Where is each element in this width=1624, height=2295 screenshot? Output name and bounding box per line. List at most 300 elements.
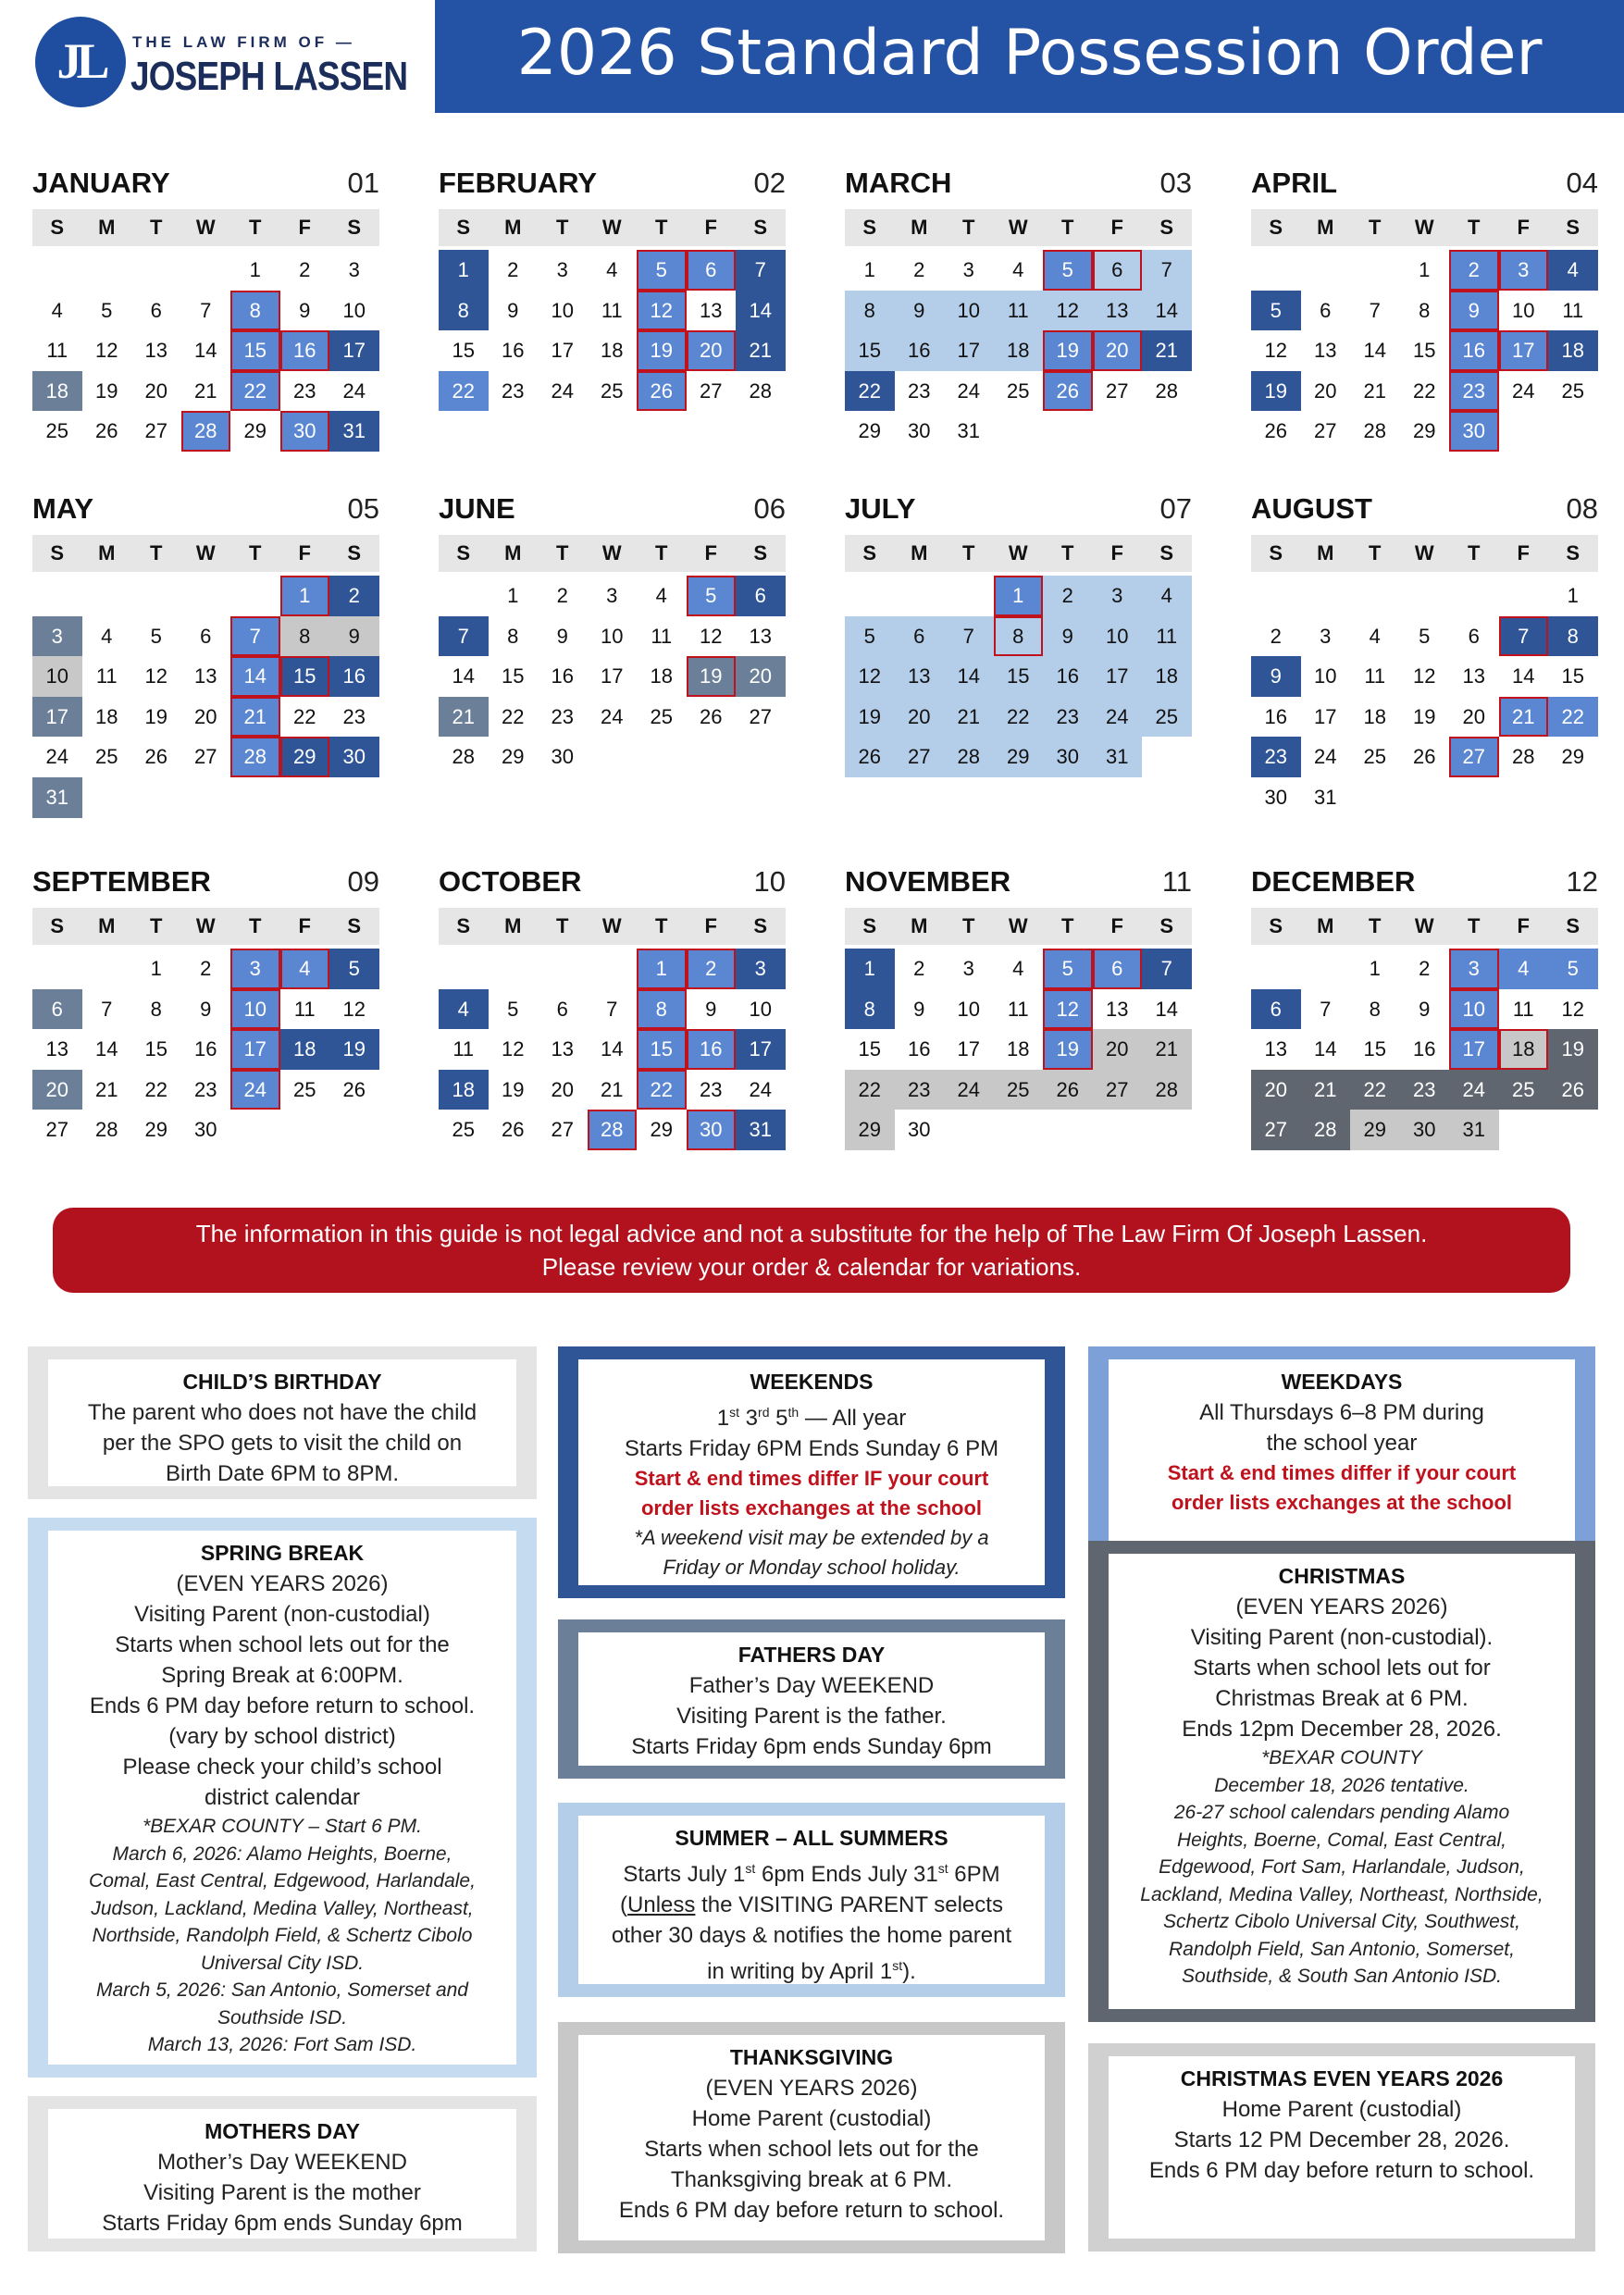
- calendar-day[interactable]: 17: [1093, 656, 1143, 697]
- calendar-day[interactable]: 9: [200, 997, 212, 1021]
- calendar-day[interactable]: 17: [601, 664, 624, 688]
- calendar-day[interactable]: 20: [1462, 704, 1485, 728]
- calendar-day[interactable]: 19: [1043, 1029, 1093, 1070]
- calendar-day[interactable]: 1: [249, 258, 261, 281]
- calendar-day[interactable]: 18: [95, 704, 118, 728]
- calendar-day[interactable]: 31: [329, 411, 379, 452]
- calendar-day[interactable]: 9: [556, 624, 568, 648]
- calendar-day[interactable]: 19: [687, 656, 737, 697]
- calendar-day[interactable]: 14: [601, 1037, 624, 1061]
- calendar-day[interactable]: 28: [95, 1118, 118, 1142]
- calendar-day[interactable]: 26: [700, 704, 723, 728]
- calendar-day[interactable]: 11: [1512, 997, 1534, 1021]
- calendar-day[interactable]: 24: [944, 1070, 994, 1110]
- calendar-day[interactable]: 14: [452, 664, 475, 688]
- calendar-day[interactable]: 4: [606, 258, 618, 281]
- calendar-day[interactable]: 11: [1364, 664, 1386, 688]
- calendar-day[interactable]: 26: [1413, 745, 1436, 769]
- calendar-day[interactable]: 2: [556, 584, 568, 607]
- calendar-day[interactable]: 28: [452, 745, 475, 769]
- calendar-day[interactable]: 8: [845, 989, 895, 1030]
- calendar-day[interactable]: 4: [101, 624, 113, 648]
- calendar-day[interactable]: 8: [1419, 298, 1431, 322]
- calendar-day[interactable]: 23: [908, 378, 931, 403]
- calendar-day[interactable]: 1: [637, 949, 687, 989]
- calendar-day[interactable]: 17: [1314, 704, 1337, 728]
- calendar-day[interactable]: 14: [1155, 997, 1178, 1021]
- calendar-day[interactable]: 10: [551, 298, 574, 322]
- calendar-day[interactable]: 25: [1561, 378, 1584, 403]
- calendar-day[interactable]: 6: [1251, 989, 1301, 1030]
- calendar-day[interactable]: 20: [1093, 330, 1143, 371]
- calendar-day[interactable]: 7: [1320, 997, 1332, 1021]
- calendar-day[interactable]: 18: [1363, 704, 1386, 728]
- calendar-day[interactable]: 4: [655, 584, 667, 607]
- calendar-day[interactable]: 13: [1106, 997, 1129, 1021]
- calendar-day[interactable]: 17: [1449, 1029, 1499, 1070]
- calendar-day[interactable]: 26: [502, 1118, 525, 1142]
- calendar-day[interactable]: 4: [1499, 949, 1549, 989]
- calendar-day[interactable]: 12: [144, 664, 167, 688]
- calendar-day[interactable]: 3: [32, 616, 82, 657]
- calendar-day[interactable]: 21: [95, 1077, 118, 1101]
- calendar-day[interactable]: 4: [439, 989, 489, 1030]
- calendar-day[interactable]: 21: [1142, 330, 1192, 371]
- calendar-day[interactable]: 1: [1567, 584, 1579, 607]
- calendar-day[interactable]: 27: [194, 745, 217, 769]
- calendar-day[interactable]: 8: [280, 616, 330, 657]
- calendar-day[interactable]: 26: [95, 419, 118, 443]
- calendar-day[interactable]: 5: [507, 997, 519, 1021]
- calendar-day[interactable]: 16: [895, 330, 945, 371]
- calendar-day[interactable]: 23: [194, 1077, 217, 1101]
- calendar-day[interactable]: 2: [687, 949, 737, 989]
- calendar-day[interactable]: 20: [687, 330, 737, 371]
- calendar-day[interactable]: 29: [1350, 1110, 1400, 1150]
- calendar-day[interactable]: 31: [32, 777, 82, 818]
- calendar-day[interactable]: 12: [845, 656, 895, 697]
- calendar-day[interactable]: 24: [1314, 745, 1337, 769]
- calendar-day[interactable]: 14: [1363, 339, 1386, 363]
- calendar-day[interactable]: 3: [606, 584, 618, 607]
- calendar-day[interactable]: 17: [230, 1029, 280, 1070]
- calendar-day[interactable]: 13: [1314, 339, 1337, 363]
- calendar-day[interactable]: 19: [1043, 330, 1093, 371]
- calendar-day[interactable]: 10: [342, 298, 366, 322]
- calendar-day[interactable]: 1: [280, 576, 330, 616]
- calendar-day[interactable]: 23: [551, 704, 574, 728]
- calendar-day[interactable]: 9: [299, 298, 311, 322]
- calendar-day[interactable]: 2: [913, 957, 925, 980]
- calendar-day[interactable]: 5: [101, 298, 113, 322]
- calendar-day[interactable]: 22: [1548, 697, 1598, 738]
- calendar-day[interactable]: 24: [957, 378, 980, 403]
- calendar-day[interactable]: 7: [1142, 250, 1192, 291]
- calendar-day[interactable]: 18: [601, 339, 624, 363]
- calendar-day[interactable]: 16: [1413, 1037, 1436, 1061]
- calendar-day[interactable]: 15: [502, 664, 525, 688]
- calendar-day[interactable]: 3: [1320, 624, 1332, 648]
- calendar-day[interactable]: 27: [749, 704, 772, 728]
- calendar-day[interactable]: 16: [329, 656, 379, 697]
- calendar-day[interactable]: 18: [439, 1070, 489, 1110]
- calendar-day[interactable]: 12: [342, 997, 366, 1021]
- calendar-day[interactable]: 29: [502, 745, 525, 769]
- calendar-day[interactable]: 30: [1449, 411, 1499, 452]
- calendar-day[interactable]: 17: [736, 1029, 786, 1070]
- calendar-day[interactable]: 2: [299, 258, 311, 281]
- calendar-day[interactable]: 4: [1548, 250, 1598, 291]
- calendar-day[interactable]: 27: [45, 1118, 68, 1142]
- calendar-day[interactable]: 9: [1449, 291, 1499, 331]
- calendar-day[interactable]: 22: [144, 1077, 167, 1101]
- calendar-day[interactable]: 26: [845, 737, 895, 777]
- calendar-day[interactable]: 19: [502, 1077, 525, 1101]
- calendar-day[interactable]: 16: [194, 1037, 217, 1061]
- calendar-day[interactable]: 28: [1155, 378, 1178, 403]
- calendar-day[interactable]: 24: [342, 378, 366, 403]
- calendar-day[interactable]: 19: [144, 704, 167, 728]
- calendar-day[interactable]: 12: [1043, 291, 1093, 331]
- calendar-day[interactable]: 19: [95, 378, 118, 403]
- calendar-day[interactable]: 6: [1093, 250, 1143, 291]
- calendar-day[interactable]: 15: [994, 656, 1044, 697]
- calendar-day[interactable]: 1: [439, 250, 489, 291]
- calendar-day[interactable]: 24: [45, 745, 68, 769]
- calendar-day[interactable]: 5: [1043, 949, 1093, 989]
- calendar-day[interactable]: 2: [1270, 624, 1282, 648]
- calendar-day[interactable]: 13: [1093, 291, 1143, 331]
- calendar-day[interactable]: 14: [1142, 291, 1192, 331]
- calendar-day[interactable]: 26: [1043, 371, 1093, 412]
- calendar-day[interactable]: 2: [200, 957, 212, 980]
- calendar-day[interactable]: 15: [144, 1037, 167, 1061]
- calendar-day[interactable]: 19: [637, 330, 687, 371]
- calendar-day[interactable]: 23: [1251, 737, 1301, 777]
- calendar-day[interactable]: 10: [1449, 989, 1499, 1030]
- calendar-day[interactable]: 11: [994, 291, 1044, 331]
- calendar-day[interactable]: 17: [957, 1037, 980, 1061]
- calendar-day[interactable]: 21: [1499, 697, 1549, 738]
- calendar-day[interactable]: 18: [280, 1029, 330, 1070]
- calendar-day[interactable]: 29: [994, 737, 1044, 777]
- calendar-day[interactable]: 3: [556, 258, 568, 281]
- calendar-day[interactable]: 3: [962, 258, 974, 281]
- calendar-day[interactable]: 21: [1142, 1029, 1192, 1070]
- calendar-day[interactable]: 11: [1007, 997, 1029, 1021]
- calendar-day[interactable]: 26: [342, 1077, 366, 1101]
- calendar-day[interactable]: 2: [1043, 576, 1093, 616]
- calendar-day[interactable]: 22: [1350, 1070, 1400, 1110]
- calendar-day[interactable]: 18: [1142, 656, 1192, 697]
- calendar-day[interactable]: 7: [944, 616, 994, 657]
- calendar-day[interactable]: 8: [230, 291, 280, 331]
- calendar-day[interactable]: 3: [1093, 576, 1143, 616]
- calendar-day[interactable]: 13: [1264, 1037, 1287, 1061]
- calendar-day[interactable]: 1: [845, 949, 895, 989]
- calendar-day[interactable]: 5: [845, 616, 895, 657]
- calendar-day[interactable]: 13: [551, 1037, 574, 1061]
- calendar-day[interactable]: 29: [858, 419, 881, 443]
- calendar-day[interactable]: 22: [845, 1070, 895, 1110]
- calendar-day[interactable]: 12: [637, 291, 687, 331]
- calendar-day[interactable]: 9: [507, 298, 519, 322]
- calendar-day[interactable]: 1: [1369, 957, 1381, 980]
- calendar-day[interactable]: 11: [95, 664, 118, 688]
- calendar-day[interactable]: 22: [502, 704, 525, 728]
- calendar-day[interactable]: 13: [700, 298, 723, 322]
- calendar-day[interactable]: 23: [1043, 697, 1093, 738]
- calendar-day[interactable]: 2: [1419, 957, 1431, 980]
- calendar-day[interactable]: 7: [1369, 298, 1381, 322]
- calendar-day[interactable]: 25: [650, 704, 673, 728]
- calendar-day[interactable]: 29: [845, 1110, 895, 1150]
- calendar-day[interactable]: 11: [452, 1037, 475, 1061]
- calendar-day[interactable]: 22: [994, 697, 1044, 738]
- calendar-day[interactable]: 28: [1363, 419, 1386, 443]
- calendar-day[interactable]: 16: [551, 664, 574, 688]
- calendar-day[interactable]: 20: [144, 378, 167, 403]
- calendar-day[interactable]: 21: [1363, 378, 1386, 403]
- calendar-day[interactable]: 11: [651, 624, 673, 648]
- calendar-day[interactable]: 24: [601, 704, 624, 728]
- calendar-day[interactable]: 9: [329, 616, 379, 657]
- calendar-day[interactable]: 4: [280, 949, 330, 989]
- calendar-day[interactable]: 20: [1093, 1029, 1143, 1070]
- calendar-day[interactable]: 2: [1449, 250, 1499, 291]
- calendar-day[interactable]: 12: [1561, 997, 1584, 1021]
- calendar-day[interactable]: 16: [1264, 704, 1287, 728]
- calendar-day[interactable]: 19: [329, 1029, 379, 1070]
- calendar-day[interactable]: 24: [230, 1070, 280, 1110]
- calendar-day[interactable]: 9: [913, 997, 925, 1021]
- calendar-day[interactable]: 18: [1548, 330, 1598, 371]
- calendar-day[interactable]: 13: [749, 624, 772, 648]
- calendar-day[interactable]: 11: [293, 997, 316, 1021]
- calendar-day[interactable]: 28: [944, 737, 994, 777]
- calendar-day[interactable]: 23: [1449, 371, 1499, 412]
- calendar-day[interactable]: 25: [1142, 697, 1192, 738]
- calendar-day[interactable]: 7: [606, 997, 618, 1021]
- calendar-day[interactable]: 10: [957, 997, 980, 1021]
- calendar-day[interactable]: 18: [994, 330, 1044, 371]
- calendar-day[interactable]: 14: [194, 339, 217, 363]
- calendar-day[interactable]: 25: [1363, 745, 1386, 769]
- calendar-day[interactable]: 13: [194, 664, 217, 688]
- calendar-day[interactable]: 12: [1043, 989, 1093, 1030]
- calendar-day[interactable]: 20: [551, 1077, 574, 1101]
- calendar-day[interactable]: 20: [1251, 1070, 1301, 1110]
- calendar-day[interactable]: 7: [1142, 949, 1192, 989]
- calendar-day[interactable]: 18: [1007, 1037, 1030, 1061]
- calendar-day[interactable]: 16: [1043, 656, 1093, 697]
- calendar-day[interactable]: 29: [280, 737, 330, 777]
- calendar-day[interactable]: 21: [194, 378, 217, 403]
- calendar-day[interactable]: 6: [1093, 949, 1143, 989]
- calendar-day[interactable]: 11: [601, 298, 623, 322]
- calendar-day[interactable]: 22: [230, 371, 280, 412]
- calendar-day[interactable]: 15: [1561, 664, 1584, 688]
- calendar-day[interactable]: 14: [95, 1037, 118, 1061]
- calendar-day[interactable]: 29: [1561, 745, 1584, 769]
- calendar-day[interactable]: 19: [1413, 704, 1436, 728]
- calendar-day[interactable]: 30: [1400, 1110, 1450, 1150]
- calendar-day[interactable]: 20: [895, 697, 945, 738]
- calendar-day[interactable]: 21: [1301, 1070, 1351, 1110]
- calendar-day[interactable]: 29: [243, 419, 267, 443]
- calendar-day[interactable]: 7: [230, 616, 280, 657]
- calendar-day[interactable]: 19: [1548, 1029, 1598, 1070]
- calendar-day[interactable]: 24: [1512, 378, 1535, 403]
- calendar-day[interactable]: 9: [1043, 616, 1093, 657]
- calendar-day[interactable]: 4: [1142, 576, 1192, 616]
- calendar-day[interactable]: 1: [150, 957, 162, 980]
- calendar-day[interactable]: 30: [280, 411, 330, 452]
- calendar-day[interactable]: 10: [601, 624, 624, 648]
- calendar-day[interactable]: 20: [194, 704, 217, 728]
- calendar-day[interactable]: 24: [1093, 697, 1143, 738]
- calendar-day[interactable]: 12: [700, 624, 723, 648]
- calendar-day[interactable]: 24: [749, 1077, 772, 1101]
- calendar-day[interactable]: 3: [348, 258, 360, 281]
- calendar-day[interactable]: 12: [1413, 664, 1436, 688]
- calendar-day[interactable]: 23: [342, 704, 366, 728]
- calendar-day[interactable]: 26: [637, 371, 687, 412]
- calendar-day[interactable]: 21: [439, 697, 489, 738]
- calendar-day[interactable]: 22: [439, 371, 489, 412]
- calendar-day[interactable]: 23: [293, 378, 316, 403]
- calendar-day[interactable]: 17: [329, 330, 379, 371]
- calendar-day[interactable]: 15: [230, 330, 280, 371]
- calendar-day[interactable]: 29: [650, 1118, 673, 1142]
- calendar-day[interactable]: 28: [749, 378, 772, 403]
- calendar-day[interactable]: 10: [749, 997, 772, 1021]
- calendar-day[interactable]: 25: [601, 378, 624, 403]
- calendar-day[interactable]: 24: [1449, 1070, 1499, 1110]
- calendar-day[interactable]: 17: [551, 339, 574, 363]
- calendar-day[interactable]: 10: [230, 989, 280, 1030]
- calendar-day[interactable]: 10: [944, 291, 994, 331]
- calendar-day[interactable]: 6: [556, 997, 568, 1021]
- calendar-day[interactable]: 4: [1369, 624, 1381, 648]
- calendar-day[interactable]: 1: [1419, 258, 1431, 281]
- calendar-day[interactable]: 28: [588, 1110, 638, 1150]
- calendar-day[interactable]: 12: [1264, 339, 1287, 363]
- calendar-day[interactable]: 11: [1142, 616, 1192, 657]
- calendar-day[interactable]: 6: [1468, 624, 1480, 648]
- calendar-day[interactable]: 2: [329, 576, 379, 616]
- calendar-day[interactable]: 13: [895, 656, 945, 697]
- calendar-day[interactable]: 15: [1363, 1037, 1386, 1061]
- calendar-day[interactable]: 18: [650, 664, 673, 688]
- calendar-day[interactable]: 5: [329, 949, 379, 989]
- calendar-day[interactable]: 19: [1251, 371, 1301, 412]
- calendar-day[interactable]: 24: [551, 378, 574, 403]
- calendar-day[interactable]: 25: [452, 1118, 475, 1142]
- calendar-day[interactable]: 3: [1449, 949, 1499, 989]
- calendar-day[interactable]: 6: [32, 989, 82, 1030]
- calendar-day[interactable]: 10: [1314, 664, 1337, 688]
- calendar-day[interactable]: 14: [1314, 1037, 1337, 1061]
- calendar-day[interactable]: 26: [1043, 1070, 1093, 1110]
- calendar-day[interactable]: 2: [913, 258, 925, 281]
- calendar-day[interactable]: 13: [144, 339, 167, 363]
- calendar-day[interactable]: 30: [908, 1118, 931, 1142]
- calendar-day[interactable]: 22: [637, 1070, 687, 1110]
- calendar-day[interactable]: 17: [1499, 330, 1549, 371]
- calendar-day[interactable]: 6: [1320, 298, 1332, 322]
- calendar-day[interactable]: 30: [687, 1110, 737, 1150]
- calendar-day[interactable]: 26: [144, 745, 167, 769]
- calendar-day[interactable]: 16: [502, 339, 525, 363]
- calendar-day[interactable]: 31: [736, 1110, 786, 1150]
- calendar-day[interactable]: 15: [280, 656, 330, 697]
- calendar-day[interactable]: 16: [1449, 330, 1499, 371]
- calendar-day[interactable]: 30: [329, 737, 379, 777]
- calendar-day[interactable]: 25: [1007, 378, 1030, 403]
- calendar-day[interactable]: 8: [1369, 997, 1381, 1021]
- calendar-day[interactable]: 11: [46, 339, 68, 363]
- calendar-day[interactable]: 11: [1562, 298, 1584, 322]
- calendar-day[interactable]: 23: [502, 378, 525, 403]
- calendar-day[interactable]: 18: [32, 371, 82, 412]
- calendar-day[interactable]: 14: [736, 291, 786, 331]
- calendar-day[interactable]: 1: [507, 584, 519, 607]
- calendar-day[interactable]: 27: [1449, 737, 1499, 777]
- calendar-day[interactable]: 30: [1043, 737, 1093, 777]
- calendar-day[interactable]: 15: [637, 1029, 687, 1070]
- calendar-day[interactable]: 6: [895, 616, 945, 657]
- calendar-day[interactable]: 8: [994, 616, 1044, 657]
- calendar-day[interactable]: 27: [1314, 419, 1337, 443]
- calendar-day[interactable]: 28: [181, 411, 231, 452]
- calendar-day[interactable]: 8: [1548, 616, 1598, 657]
- calendar-day[interactable]: 7: [736, 250, 786, 291]
- calendar-day[interactable]: 31: [957, 419, 980, 443]
- calendar-day[interactable]: 2: [507, 258, 519, 281]
- calendar-day[interactable]: 8: [507, 624, 519, 648]
- calendar-day[interactable]: 25: [293, 1077, 316, 1101]
- calendar-day[interactable]: 27: [700, 378, 723, 403]
- calendar-day[interactable]: 5: [1548, 949, 1598, 989]
- calendar-day[interactable]: 25: [95, 745, 118, 769]
- calendar-day[interactable]: 18: [1499, 1029, 1549, 1070]
- calendar-day[interactable]: 27: [1106, 378, 1129, 403]
- calendar-day[interactable]: 5: [1419, 624, 1431, 648]
- calendar-day[interactable]: 21: [736, 330, 786, 371]
- calendar-day[interactable]: 29: [1413, 419, 1436, 443]
- calendar-day[interactable]: 4: [1012, 258, 1024, 281]
- calendar-day[interactable]: 28: [1142, 1070, 1192, 1110]
- calendar-day[interactable]: 1: [863, 258, 875, 281]
- calendar-day[interactable]: 17: [944, 330, 994, 371]
- calendar-day[interactable]: 21: [944, 697, 994, 738]
- calendar-day[interactable]: 29: [144, 1118, 167, 1142]
- calendar-day[interactable]: 7: [439, 616, 489, 657]
- calendar-day[interactable]: 30: [908, 419, 931, 443]
- calendar-day[interactable]: 14: [1512, 664, 1535, 688]
- calendar-day[interactable]: 27: [144, 419, 167, 443]
- calendar-day[interactable]: 10: [1512, 298, 1535, 322]
- calendar-day[interactable]: 9: [705, 997, 717, 1021]
- calendar-day[interactable]: 6: [200, 624, 212, 648]
- calendar-day[interactable]: 8: [150, 997, 162, 1021]
- calendar-day[interactable]: 10: [1093, 616, 1143, 657]
- calendar-day[interactable]: 13: [1462, 664, 1485, 688]
- calendar-day[interactable]: 16: [687, 1029, 737, 1070]
- calendar-day[interactable]: 9: [895, 291, 945, 331]
- calendar-day[interactable]: 25: [45, 419, 68, 443]
